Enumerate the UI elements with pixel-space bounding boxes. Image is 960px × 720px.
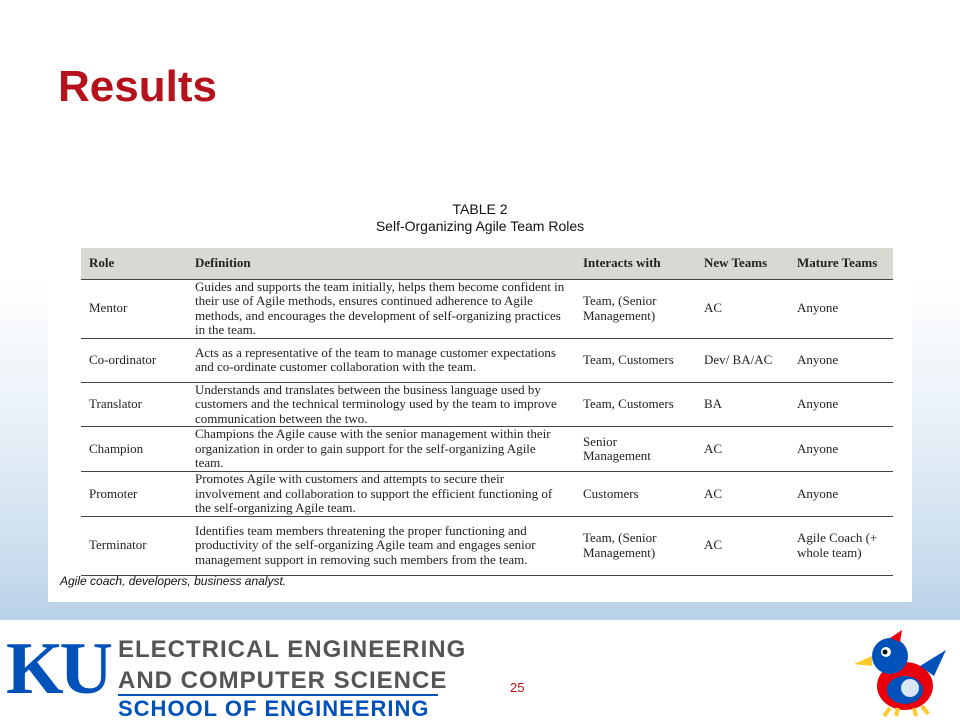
cell-new-teams: BA: [696, 382, 789, 427]
cell-mature-teams: Anyone: [789, 427, 893, 472]
cell-definition: Champions the Agile cause with the senior management within their organization in order to gain support for the self-organizing Agile team.: [187, 427, 575, 472]
table-row: [81, 279, 893, 338]
header-new-teams: New Teams: [696, 248, 789, 279]
cell-new-teams: Dev/ BA/AC: [696, 338, 789, 382]
header-mature-teams: Mature Teams: [789, 248, 893, 279]
cell-new-teams: AC: [696, 427, 789, 472]
ku-logo: KU: [6, 628, 109, 710]
cell-role: Translator: [81, 382, 187, 427]
cell-mature-teams: Anyone: [789, 279, 893, 338]
jayhawk-mascot-icon: [850, 628, 950, 718]
table-image-panel: [48, 186, 912, 602]
table-header-row: [81, 248, 893, 279]
department-line-2: AND COMPUTER SCIENCE: [118, 667, 448, 694]
slide-title: Results: [58, 62, 217, 111]
cell-new-teams: AC: [696, 279, 789, 338]
cell-definition: Identifies team members threatening the proper functioning and productivity of the self-organizing Agile team and engages senior management support in removing such members from the team.: [187, 516, 575, 575]
page-number: 25: [510, 680, 525, 695]
cell-interacts-with: Team, Customers: [575, 382, 696, 427]
cell-definition: Guides and supports the team initially, helps them become confident in their use of Agile methods, ensures continued adherence to Agile methods, and encourages the development of self-organizing practices in the team.: [187, 279, 575, 338]
table-number: TABLE 2: [452, 201, 508, 217]
cell-interacts-with: Customers: [575, 472, 696, 517]
cell-role: Champion: [81, 427, 187, 472]
table-title: Self-Organizing Agile Team Roles: [375, 218, 585, 234]
cell-mature-teams: Anyone: [789, 472, 893, 517]
cell-definition: Promotes Agile with customers and attempts to secure their involvement and collaboration to support the efficient functioning of the self-organizing Agile team.: [187, 472, 575, 517]
school-name: SCHOOL OF ENGINEERING: [118, 696, 430, 720]
cell-new-teams: AC: [696, 516, 789, 575]
cell-interacts-with: Team, Customers: [575, 338, 696, 382]
agile-roles-table: [81, 248, 893, 576]
cell-role: Terminator: [81, 516, 187, 575]
cell-mature-teams: Agile Coach (+ whole team): [789, 516, 893, 575]
cell-new-teams: AC: [696, 472, 789, 517]
header-interacts-with: Interacts with: [575, 248, 696, 279]
table-row: [81, 427, 893, 472]
cell-mature-teams: Anyone: [789, 382, 893, 427]
cell-definition: Understands and translates between the business language used by customers and the technical terminology used by the team to improve communication between the two.: [187, 382, 575, 427]
table-footnote: Agile coach, developers, business analyst.: [60, 574, 287, 588]
table-row: [81, 382, 893, 427]
cell-interacts-with: Team, (Senior Management): [575, 279, 696, 338]
cell-role: Mentor: [81, 279, 187, 338]
cell-role: Promoter: [81, 472, 187, 517]
cell-mature-teams: Anyone: [789, 338, 893, 382]
table-row: [81, 472, 893, 517]
cell-definition: Acts as a representative of the team to manage customer expectations and co-ordinate customer collaboration with the team.: [187, 338, 575, 382]
table-row: [81, 338, 893, 382]
header-role: Role: [81, 248, 187, 279]
header-definition: Definition: [187, 248, 575, 279]
table-row: [81, 516, 893, 575]
cell-role: Co-ordinator: [81, 338, 187, 382]
department-line-1: ELECTRICAL ENGINEERING: [118, 636, 467, 663]
cell-interacts-with: Senior Management: [575, 427, 696, 472]
cell-interacts-with: Team, (Senior Management): [575, 516, 696, 575]
